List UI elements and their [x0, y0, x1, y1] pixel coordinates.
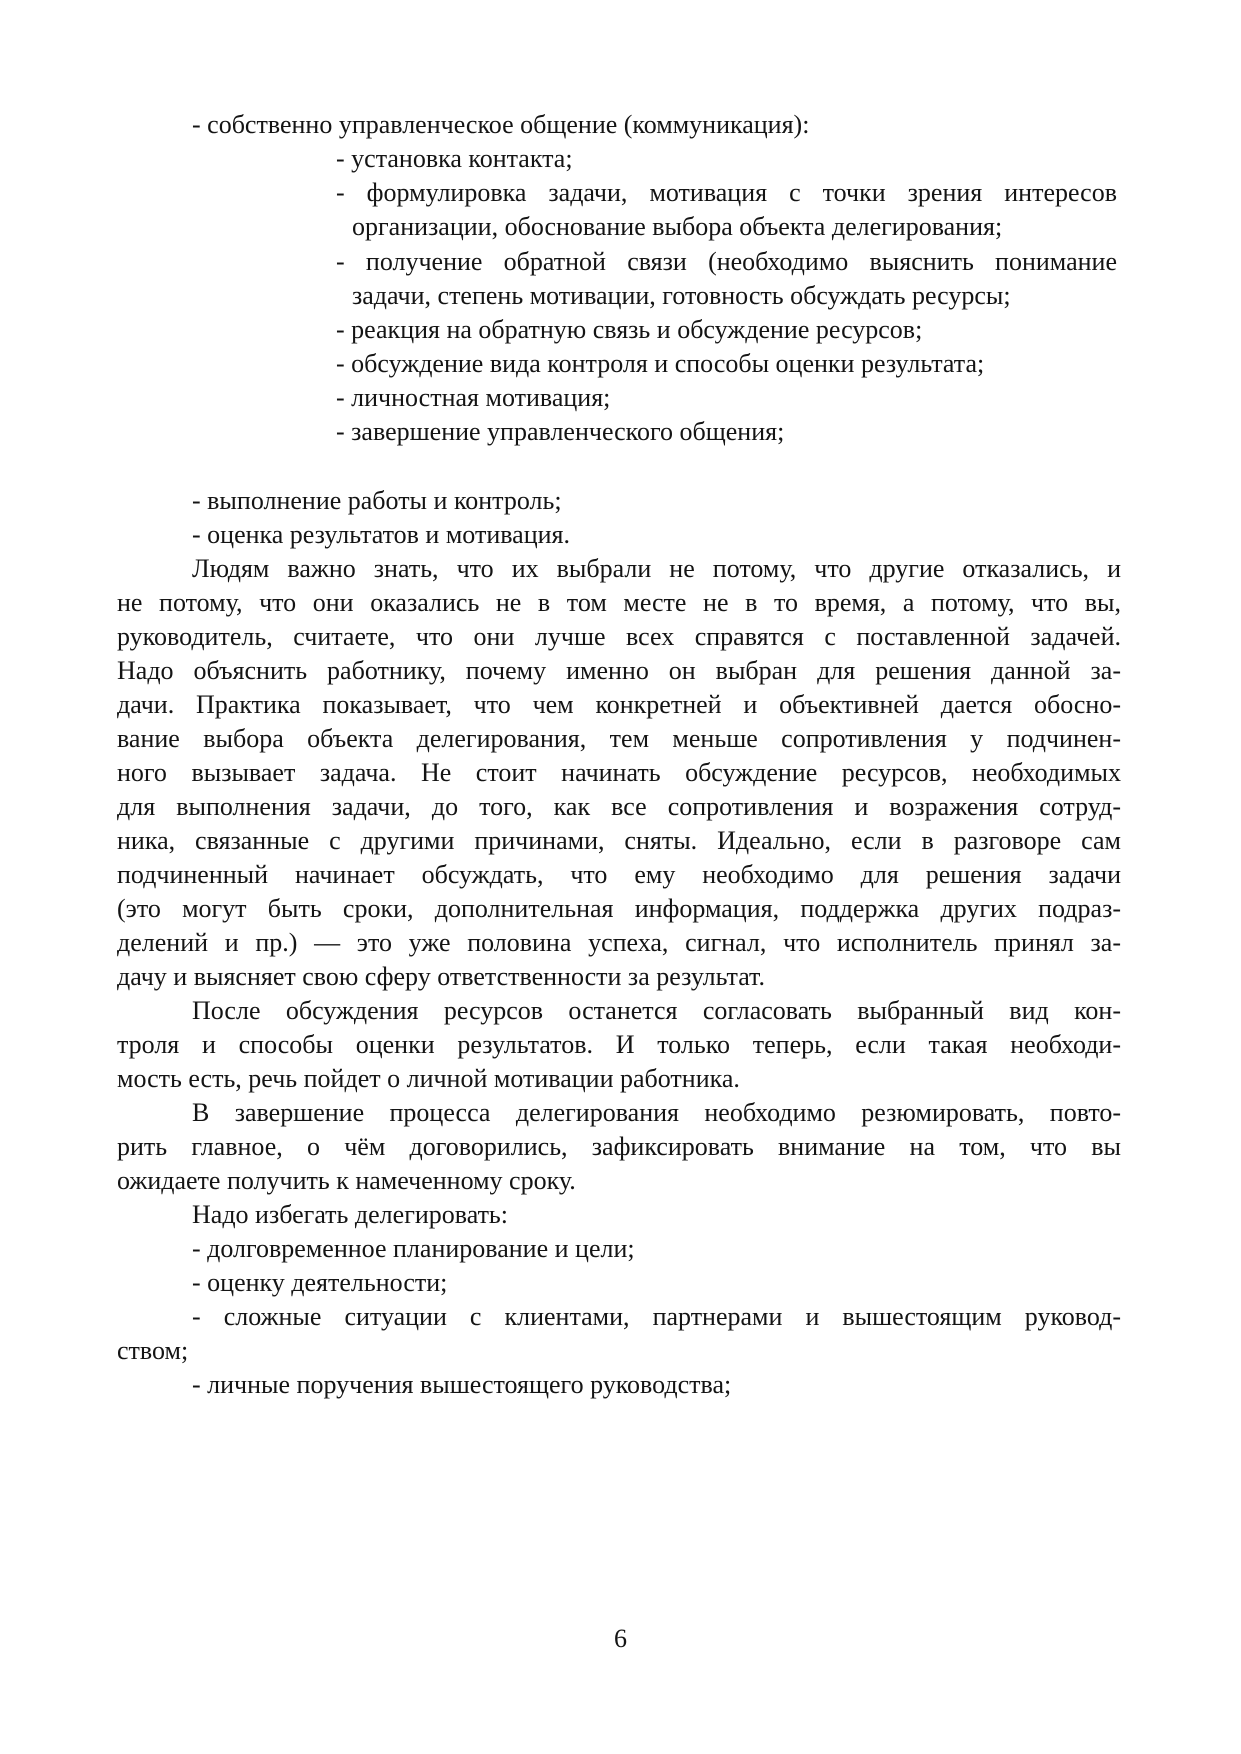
sub-list-item-contact: - установка контакта;: [336, 144, 573, 173]
sub-list-item-task-formulation-cont: организации, обоснование выбора объекта делегирования;: [352, 212, 1003, 241]
list-item-results-evaluation: - оценка результатов и мотивация.: [192, 520, 570, 549]
paragraph-line: рить главное, о чём договорились, зафиксировать внимание на том, что вы: [117, 1132, 1121, 1161]
sub-list-item-feedback-reaction: - реакция на обратную связь и обсуждение ресурсов;: [336, 315, 923, 344]
list-item-planning: - долговременное планирование и цели;: [192, 1234, 635, 1263]
sub-list-item-task-formulation: - формулировка задачи, мотивация с точки зрения интересов: [336, 178, 1117, 207]
list-item-complex-situations: - сложные ситуации с клиентами, партнерами и вышестоящим руковод-: [192, 1302, 1121, 1331]
paragraph-line: ника, связанные с другими причинами, сняты. Идеально, если в разговоре сам: [117, 826, 1121, 855]
paragraph-line: дачи. Практика показывает, что чем конкретней и объективней дается обосно-: [117, 690, 1121, 719]
sub-list-item-communication-end: - завершение управленческого общения;: [336, 417, 785, 446]
paragraph-line: делений и пр.) — это уже половина успеха, сигнал, что исполнитель принял за-: [117, 928, 1121, 957]
paragraph-line: мость есть, речь пойдет о личной мотивации работника.: [117, 1064, 740, 1093]
paragraph-line: троля и способы оценки результатов. И только теперь, если такая необходи-: [117, 1030, 1121, 1059]
paragraph-line: (это могут быть сроки, дополнительная информация, поддержка других подраз-: [117, 894, 1121, 923]
paragraph-line: для выполнения задачи, до того, как все сопротивления и возражения сотруд-: [117, 792, 1121, 821]
paragraph-line: подчиненный начинает обсуждать, что ему необходимо для решения задачи: [117, 860, 1121, 889]
sub-list-item-control-discussion: - обсуждение вида контроля и способы оценки результата;: [336, 349, 985, 378]
sub-list-item-feedback: - получение обратной связи (необходимо выяснить понимание: [336, 247, 1117, 276]
paragraph-line: Надо объяснить работнику, почему именно он выбран для решения данной за-: [117, 656, 1121, 685]
paragraph-line: ожидаете получить к намеченному сроку.: [117, 1166, 576, 1195]
list-item-work-control: - выполнение работы и контроль;: [192, 486, 562, 515]
paragraph-line: руководитель, считаете, что они лучше всех справятся с поставленной задачей.: [117, 622, 1121, 651]
list-item-performance-evaluation: - оценку деятельности;: [192, 1268, 448, 1297]
paragraph-line: Надо избегать делегировать:: [192, 1200, 509, 1229]
paragraph-line: дачу и выясняет свою сферу ответственности за результат.: [117, 962, 765, 991]
sub-list-item-personal-motivation: - личностная мотивация;: [336, 383, 611, 412]
paragraph-line: ного вызывает задача. Не стоит начинать обсуждение ресурсов, необходимых: [117, 758, 1121, 787]
paragraph-line: Людям важно знать, что их выбрали не потому, что другие отказались, и: [192, 554, 1121, 583]
paragraph-line: вание выбора объекта делегирования, тем меньше сопротивления у подчинен-: [117, 724, 1121, 753]
list-item-management-communication: - собственно управленческое общение (коммуникация):: [192, 110, 810, 139]
paragraph-line: В завершение процесса делегирования необходимо резюмировать, повто-: [192, 1098, 1121, 1127]
list-item-complex-situations-cont: ством;: [117, 1336, 189, 1365]
sub-list-item-feedback-cont: задачи, степень мотивации, готовность обсуждать ресурсы;: [352, 281, 1011, 310]
page-number: 6: [614, 1624, 627, 1653]
paragraph-line: не потому, что они оказались не в том месте не в то время, а потому, что вы,: [117, 588, 1121, 617]
paragraph-line: После обсуждения ресурсов останется согласовать выбранный вид кон-: [192, 996, 1121, 1025]
list-item-personal-assignments: - личные поручения вышестоящего руководства;: [192, 1370, 732, 1399]
